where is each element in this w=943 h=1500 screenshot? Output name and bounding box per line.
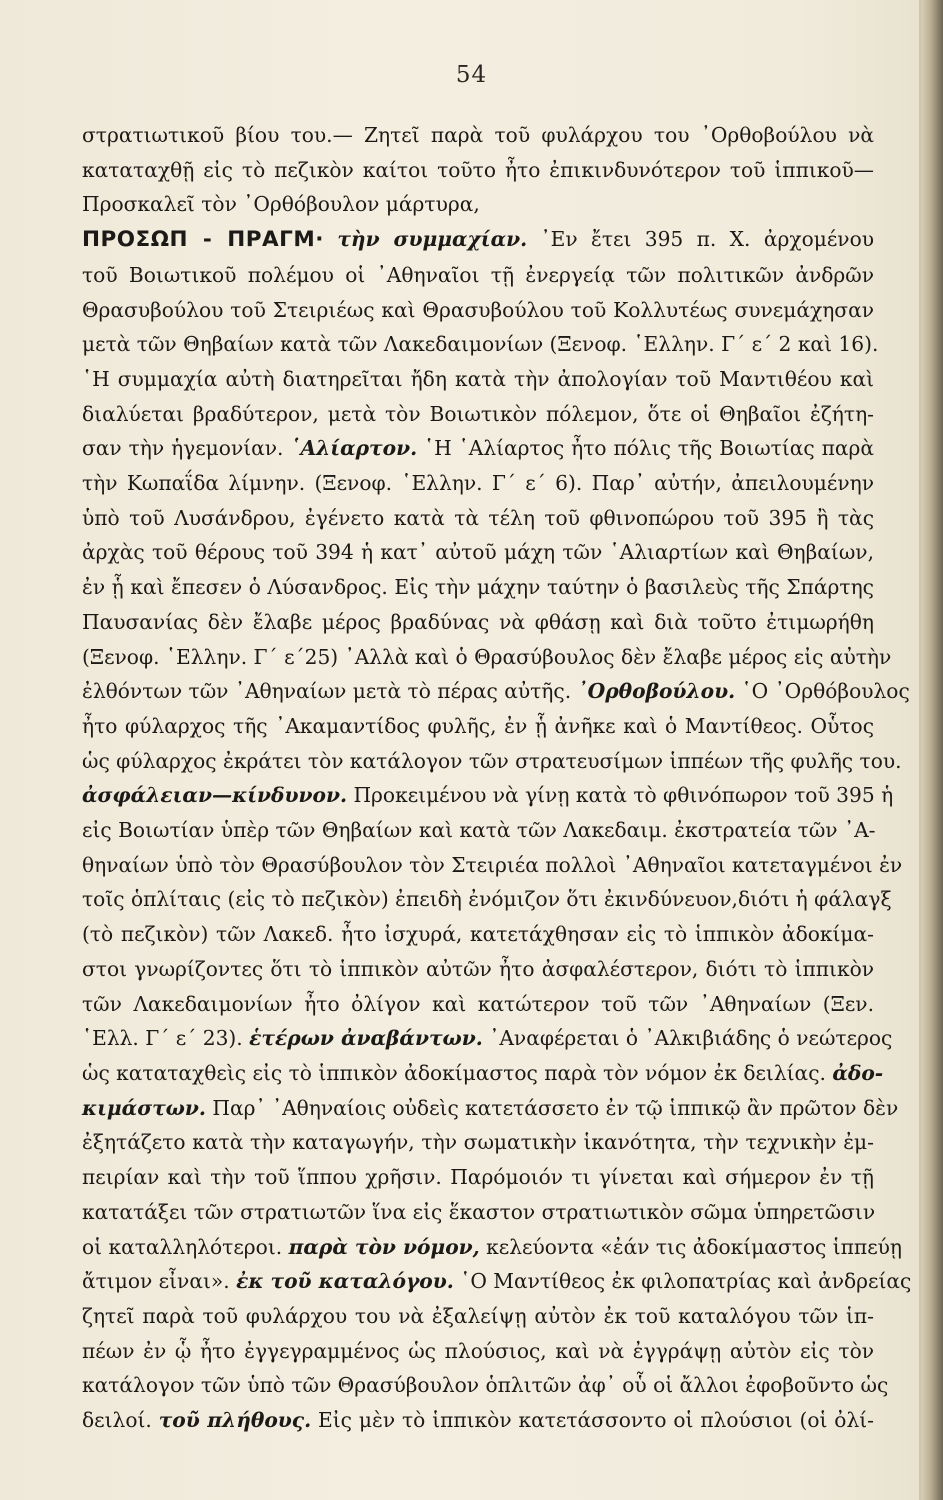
text-segment: καταταχθῇ εἰς τὸ πεζικὸν καίτοι τοῦτο ἦτο ἐπικινδυνότερον τοῦ ἱππικοῦ—: [82, 157, 874, 182]
text-segment: (τὸ πεζικὸν) τῶν Λακεδ. ἦτο ἰσχυρά, κατετάχθησαν εἰς τὸ ἱππικὸν ἀδοκίμα-: [82, 922, 874, 947]
lemma: ἀδο-: [832, 1060, 884, 1085]
text-line: [82, 118, 874, 153]
text-segment: ζητεῖ παρὰ τοῦ φυλάρχου του νὰ ἐξαλείψῃ αὐτὸν ἐκ τοῦ καταλόγου τῶν ἱπ-: [82, 1303, 874, 1328]
lemma: ἀσφάλειαν—κίνδυνον.: [82, 783, 348, 808]
text-line: [82, 258, 874, 293]
text-line: [82, 362, 874, 397]
text-segment: τοῖς ὁπλίταις (εἰς τὸ πεζικὸν) ἐπειδὴ ἐνόμιζον ὅτι ἐκινδύνευον,διότι ἡ φάλαγξ: [82, 887, 892, 912]
text-segment: θηναίων ὑπὸ τὸν Θρασύβουλον τὸν Στειριέα πολλοὶ ᾿Αθηναῖοι κατεταγμένοι ἐν: [82, 852, 903, 877]
lemma: τὴν συμμαχίαν.: [337, 227, 528, 252]
text-segment: Προκειμένου νὰ γίνῃ κατὰ τὸ φθινόπωρον τοῦ 395 ἡ: [347, 783, 894, 808]
text-segment: Προσκαλεῖ τὸν ᾿Ορθόβουλον μάρτυρα,: [82, 192, 480, 217]
lemma: τοῦ πλήθους.: [158, 1408, 312, 1433]
text-line: [82, 640, 892, 675]
text-line: [82, 1264, 912, 1299]
text-segment: ᾿Αναφέρεται ὁ ᾿Αλκιβιάδης ὁ νεώτερος: [482, 1026, 893, 1051]
text-segment: διαλύεται βραδύτερον, μετὰ τὸν Βοιωτικὸν πόλεμον, ὅτε οἱ Θηβαῖοι ἐζήτη-: [82, 401, 874, 426]
text-line: [82, 397, 874, 432]
text-line: [82, 222, 874, 258]
lemma: ᾿Ορθοβούλου.: [577, 679, 736, 704]
text-segment: ἐλθόντων τῶν ᾿Αθηναίων μετὰ τὸ πέρας αὐτῆς.: [82, 679, 578, 704]
text-line: [82, 570, 874, 605]
text-segment: ἐξητάζετο κατὰ τὴν καταγωγήν, τὴν σωματικὴν ἱκανότητα, τὴν τεχνικὴν ἐμ-: [82, 1130, 874, 1155]
lemma: ἐκ τοῦ καταλόγου.: [236, 1269, 454, 1294]
text-segment: πέων ἐν ᾧ ἦτο ἐγγεγραμμένος ὡς πλούσιος, καὶ νὰ ἐγγράψῃ αὐτὸν εἰς τὸν: [82, 1338, 874, 1363]
text-line: [82, 952, 874, 987]
text-line: [82, 674, 910, 709]
text-segment: Εἰς μὲν τὸ ἱππικὸν κατετάσσοντο οἱ πλούσιοι (οἱ ὀλί-: [311, 1408, 874, 1433]
text-segment: οἱ καταλληλότεροι.: [82, 1234, 289, 1259]
text-segment: κατάλογον τῶν ὑπὸ τῶν Θρασύβουλον ὁπλιτῶν ἀφ᾿ οὗ οἱ ἄλλοι ἐφοβοῦντο ὡς: [82, 1373, 889, 1398]
lemma: ἑτέρων ἀναβάντων.: [249, 1026, 483, 1051]
text-segment: Παυσανίας δὲν ἔλαβε μέρος βραδύνας νὰ φθάσῃ καὶ διὰ τοῦτο ἐτιμωρήθη: [82, 609, 874, 634]
text-segment: πειρίαν καὶ τὴν τοῦ ἵππου χρῆσιν. Παρόμοιόν τι γίνεται καὶ σήμερον ἐν τῇ: [82, 1165, 874, 1190]
text-line: [82, 1021, 893, 1056]
text-segment: ὑπὸ τοῦ Λυσάνδρου, ἐγένετο κατὰ τὰ τέλη τοῦ φθινοπώρου τοῦ 395 ἢ τὰς: [82, 505, 874, 530]
text-line: [82, 1334, 874, 1369]
text-line: [82, 327, 879, 362]
text-segment: κατατάξει τῶν στρατιωτῶν ἵνα εἰς ἕκαστον στρατιωτικὸν σῶμα ὑπηρετῶσιν: [82, 1199, 876, 1224]
text-line: [82, 466, 874, 501]
text-line: [82, 709, 874, 744]
text-line: [82, 1125, 874, 1160]
text-segment: δειλοί.: [82, 1408, 159, 1433]
text-segment: ῾Ελλ. Γ΄ ε΄ 23).: [82, 1026, 250, 1051]
text-segment: ᾿Εν ἔτει 395 π. Χ. ἀρχομένου: [527, 227, 874, 252]
page-number: 54: [455, 62, 488, 88]
text-segment: ἐν ᾗ καὶ ἔπεσεν ὁ Λύσανδρος. Εἰς τὴν μάχην ταύτην ὁ βασιλεὺς τῆς Σπάρτης: [82, 575, 874, 600]
text-segment: ῾Η συμμαχία αὐτὴ διατηρεῖται ἤδη κατὰ τὴν ἀπολογίαν τοῦ Μαντιθέου καὶ: [82, 366, 874, 391]
text-segment: [324, 227, 337, 251]
lemma: παρὰ τὸν νόμον,: [288, 1234, 480, 1259]
text-segment: τὴν Κωπαΐδα λίμνην. (Ξενοφ. ῾Ελλην. Γ΄ ε΄ 6). Παρ᾿ αὐτήν, ἀπειλουμένην: [82, 471, 874, 496]
lemma: ῾Αλίαρτον.: [290, 436, 418, 461]
text-segment: (Ξενοφ. ῾Ελλην. Γ΄ ε΄25) ᾿Αλλὰ καὶ ὁ Θρασύβουλος δὲν ἔλαβε μέρος εἰς αὐτὴν: [82, 644, 892, 669]
text-line: [82, 1299, 874, 1334]
text-segment: μετὰ τῶν Θηβαίων κατὰ τῶν Λακεδαιμονίων (Ξενοφ. ῾Ελλην. Γ΄ ε΄ 2 καὶ 16).: [82, 332, 879, 357]
text-line: [82, 848, 903, 883]
text-line: [82, 535, 874, 570]
text-segment: κελεύοντα «ἐάν τις ἀδοκίμαστος ἱππεύῃ: [479, 1234, 903, 1259]
commentary-text: [82, 118, 912, 1438]
text-segment: εἰς Βοιωτίαν ὑπὲρ τῶν Θηβαίων καὶ κατὰ τῶν Λακεδαιμ. ἐκστρατεία τῶν ᾿Α-: [82, 818, 876, 843]
text-segment: τῶν Λακεδαιμονίων ἦτο ὀλίγον καὶ κατώτερον τοῦ τῶν ᾿Αθηναίων (Ξεν.: [82, 991, 874, 1016]
text-line: [82, 1195, 874, 1230]
text-line: [82, 1368, 889, 1403]
text-line: [82, 431, 874, 466]
text-segment: ἀρχὰς τοῦ θέρους τοῦ 394 ἡ κατ᾿ αὐτοῦ μάχη τῶν ῾Αλιαρτίων καὶ Θηβαίων,: [82, 540, 874, 565]
text-segment: ῾Ο ᾿Ορθόβουλος: [735, 679, 910, 704]
text-line: [82, 1403, 874, 1438]
text-segment: στρατιωτικοῦ βίου του.— Ζητεῖ παρὰ τοῦ φυλάρχου του ᾿Ορθοβούλου νὰ: [82, 123, 874, 147]
text-segment: Θρασυβούλου τοῦ Στειριέως καὶ Θρασυβούλου τοῦ Κολλυτέως συνεμάχησαν: [82, 297, 874, 322]
lemma: κιμάστων.: [82, 1095, 206, 1120]
text-segment: στοι γνωρίζοντες ὅτι τὸ ἱππικὸν αὐτῶν ἦτο ἀσφαλέστερον, διότι τὸ ἱππικὸν: [82, 956, 874, 981]
text-line: [82, 1056, 884, 1091]
text-line: [82, 293, 874, 328]
book-spine: [921, 0, 943, 1500]
text-line: [82, 917, 874, 952]
text-segment: ὡς φύλαρχος ἐκράτει τὸν κατάλογον τῶν στρατευσίμων ἱππέων τῆς φυλῆς του.: [82, 748, 902, 773]
text-segment: σαν τὴν ἡγεμονίαν.: [82, 436, 291, 461]
text-line: [82, 744, 902, 779]
text-line: [82, 187, 874, 222]
text-segment: ῾Ο Μαντίθεος ἐκ φιλοπατρίας καὶ ἀνδρείας: [453, 1269, 912, 1294]
text-line: [82, 501, 874, 536]
text-segment: ῾Η ῾Αλίαρτος ἦτο πόλις τῆς Βοιωτίας παρὰ: [417, 436, 874, 461]
text-segment: ὡς καταταχθεὶς εἰς τὸ ἱππικὸν ἀδοκίμαστος παρὰ τὸν νόμον ἐκ δειλίας.: [82, 1060, 833, 1085]
text-segment: Παρ᾿ ᾿Αθηναίοις οὐδεὶς κατετάσσετο ἐν τῷ ἱππικῷ ἂν πρῶτον δὲν: [205, 1095, 899, 1120]
text-line: [82, 1091, 899, 1126]
section-heading: ΠΡΟΣΩΠ - ΠΡΑΓΜ·: [82, 227, 324, 253]
text-line: [82, 882, 892, 917]
text-segment: τοῦ Βοιωτικοῦ πολέμου οἱ ᾿Αθηναῖοι τῇ ἐνεργείᾳ τῶν πολιτικῶν ἀνδρῶν: [82, 262, 874, 287]
text-line: [82, 1230, 903, 1265]
text-line: [82, 605, 874, 640]
text-line: [82, 813, 874, 848]
text-line: [82, 1160, 874, 1195]
text-segment: ἦτο φύλαρχος τῆς ᾿Ακαμαντίδος φυλῆς, ἐν ᾗ ἀνῆκε καὶ ὁ Μαντίθεος. Οὗτος: [82, 713, 874, 738]
text-segment: ἄτιμον εἶναι».: [82, 1269, 237, 1294]
text-line: [82, 987, 874, 1022]
text-line: [82, 778, 894, 813]
text-line: [82, 153, 874, 188]
